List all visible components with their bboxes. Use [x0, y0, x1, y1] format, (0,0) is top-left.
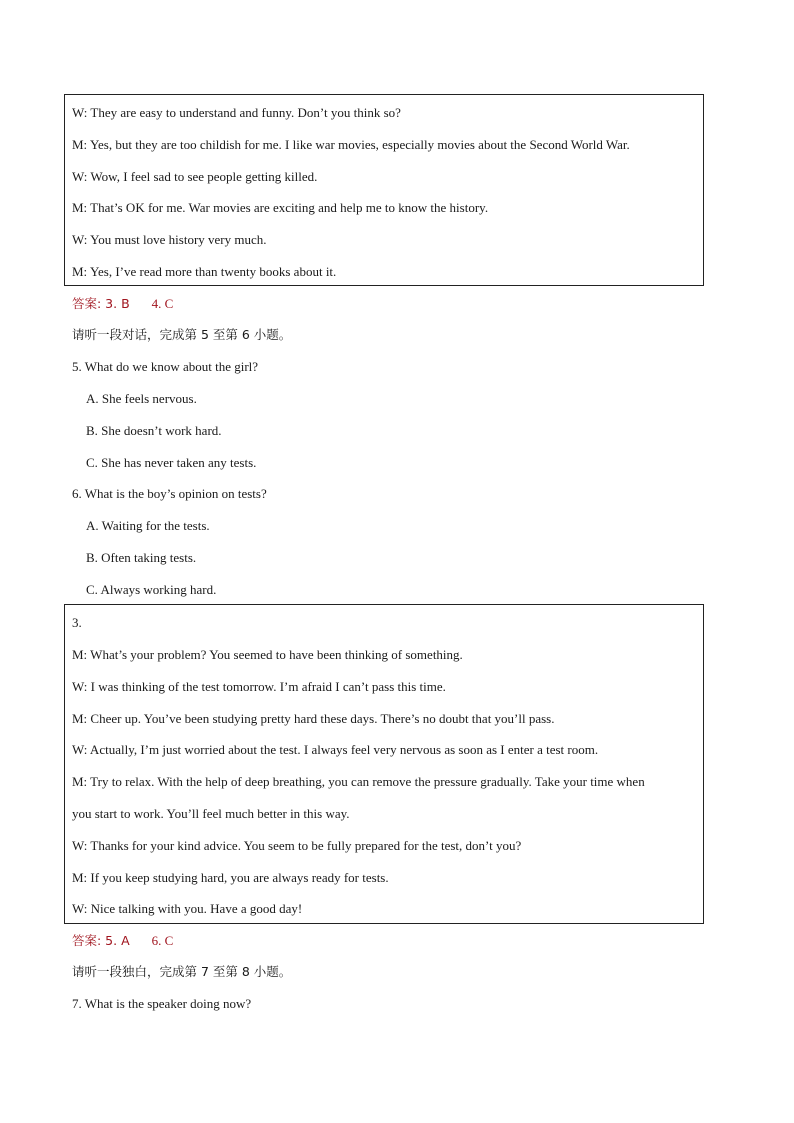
- dialogue-line: you start to work. You’ll feel much better in this way.: [72, 806, 350, 821]
- dialogue-line: W: Nice talking with you. Have a good day!: [72, 901, 303, 916]
- question-7: 7. What is the speaker doing now?: [72, 996, 252, 1011]
- question-5: 5. What do we know about the girl?: [72, 359, 259, 374]
- dialogue-line: W: You must love history very much.: [72, 232, 267, 247]
- dialogue-number: 3.: [72, 615, 82, 630]
- answer-label: 答案: 3. B: [72, 296, 130, 311]
- option-5a: A. She feels nervous.: [86, 391, 197, 406]
- dialogue-line: M: Yes, I’ve read more than twenty books about it.: [72, 264, 337, 279]
- dialogue-line: M: If you keep studying hard, you are always ready for tests.: [72, 870, 389, 885]
- dialogue-line: M: Cheer up. You’ve been studying pretty hard these days. There’s no doubt that you’ll pass.: [72, 711, 555, 726]
- option-6b: B. Often taking tests.: [86, 550, 197, 565]
- dialogue-line: W: They are easy to understand and funny. Don’t you think so?: [72, 105, 401, 120]
- option-5b: B. She doesn’t work hard.: [86, 423, 222, 438]
- dialogue-box-2: [64, 604, 704, 924]
- question-6: 6. What is the boy’s opinion on tests?: [72, 486, 267, 501]
- answer-second: 6. C: [151, 933, 174, 948]
- answer-key-2: [72, 933, 173, 949]
- answer-key-1: [72, 296, 173, 312]
- option-5c: C. She has never taken any tests.: [86, 455, 257, 470]
- answer-second: 4. C: [151, 296, 174, 311]
- instruction-2: 请听一段独白，完成第 7 至第 8 小题。: [72, 964, 292, 979]
- option-6a: A. Waiting for the tests.: [86, 518, 210, 533]
- dialogue-line: W: Thanks for your kind advice. You seem to be fully prepared for the test, don’t you?: [72, 838, 522, 853]
- dialogue-line: W: Actually, I’m just worried about the test. I always feel very nervous as soon as I enter a test room.: [72, 742, 599, 757]
- dialogue-line: W: I was thinking of the test tomorrow. I’m afraid I can’t pass this time.: [72, 679, 446, 694]
- dialogue-line: M: What’s your problem? You seemed to have been thinking of something.: [72, 647, 463, 662]
- answer-label: 答案: 5. A: [72, 933, 130, 948]
- instruction-1: 请听一段对话，完成第 5 至第 6 小题。: [72, 327, 292, 342]
- dialogue-line: M: Try to relax. With the help of deep breathing, you can remove the pressure gradually. Take your time when: [72, 774, 645, 789]
- dialogue-line: M: That’s OK for me. War movies are exciting and help me to know the history.: [72, 200, 489, 215]
- dialogue-line: W: Wow, I feel sad to see people getting killed.: [72, 169, 318, 184]
- dialogue-line: M: Yes, but they are too childish for me. I like war movies, especially movies about the Second World War.: [72, 137, 630, 152]
- option-6c: C. Always working hard.: [86, 582, 217, 597]
- dialogue-box-1: [64, 94, 704, 286]
